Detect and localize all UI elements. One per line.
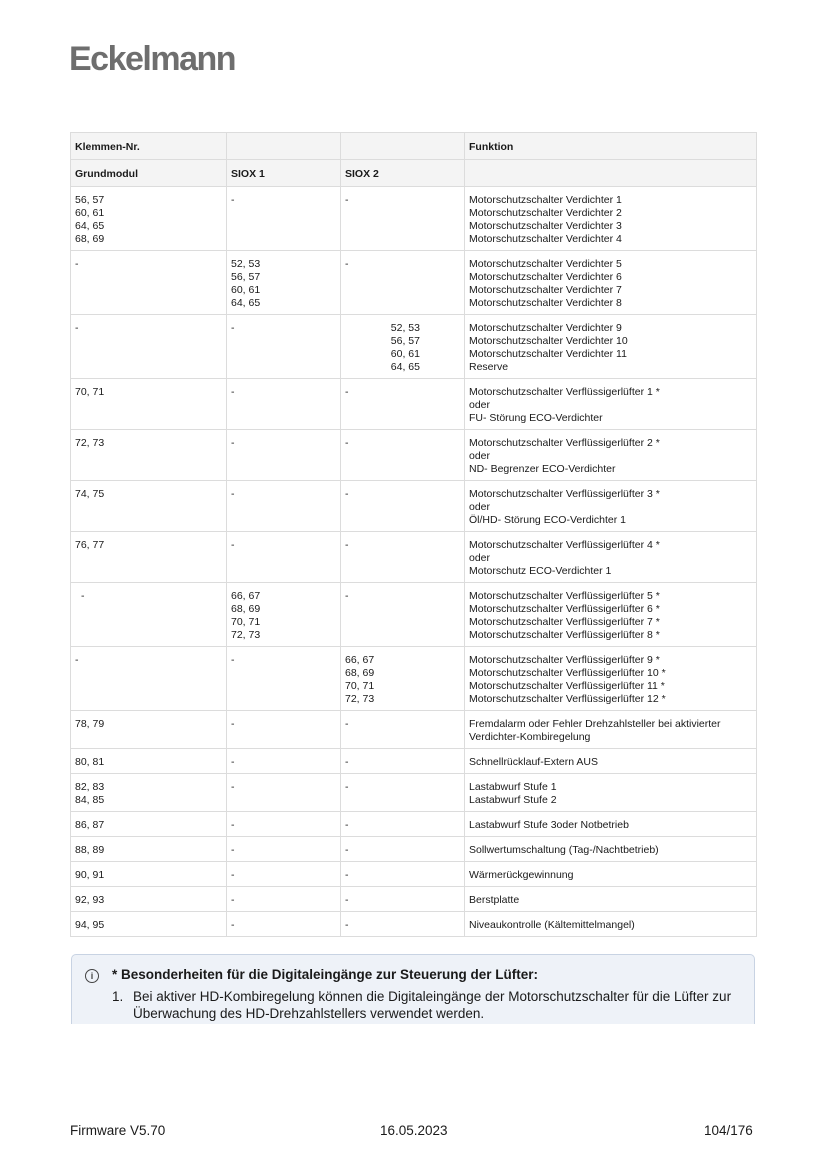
cell-line: - — [231, 819, 235, 831]
table-cell — [71, 430, 227, 481]
cell-line: 88, 89 — [75, 844, 105, 856]
cell-line: Motorschutzschalter Verdichter 1 — [469, 194, 622, 206]
cell-line: Motorschutzschalter Verflüssigerlüfter 11 * — [469, 680, 665, 692]
cell-line: Motorschutzschalter Verflüssigerlüfter 9 * — [469, 654, 660, 666]
table-cell — [227, 430, 341, 481]
table-cell — [227, 887, 341, 912]
table-row — [71, 837, 757, 862]
table-cell — [465, 481, 757, 532]
cell-line: Motorschutzschalter Verdichter 11 — [469, 348, 627, 360]
cell-line: - — [231, 654, 235, 666]
cell-line: 56, 57 — [231, 271, 261, 283]
company-logo: Eckelmann — [69, 40, 236, 78]
table-cell — [71, 887, 227, 912]
footer-date: 16.05.2023 — [380, 1123, 448, 1138]
table-cell — [227, 315, 341, 379]
cell-line: 94, 95 — [75, 919, 105, 931]
table-cell — [71, 711, 227, 749]
table-cell — [71, 647, 227, 711]
cell-line: 64, 65 — [390, 361, 420, 373]
cell-line: Berstplatte — [469, 894, 520, 906]
table-cell — [227, 647, 341, 711]
info-panel — [71, 954, 755, 1024]
cell-line: - — [231, 844, 235, 856]
table-cell — [465, 532, 757, 583]
table-cell — [227, 812, 341, 837]
cell-line: 90, 91 — [75, 869, 105, 881]
cell-line: - — [231, 756, 235, 768]
cell-line: 68, 69 — [345, 667, 375, 679]
terminal-table — [70, 132, 757, 937]
cell-line: Motorschutzschalter Verdichter 10 — [469, 335, 628, 347]
cell-line: Motorschutzschalter Verdichter 8 — [469, 297, 622, 309]
table-cell — [341, 887, 465, 912]
table-cell — [71, 379, 227, 430]
table-cell — [341, 837, 465, 862]
table-cell — [465, 379, 757, 430]
table-cell — [71, 532, 227, 583]
table-cell — [465, 583, 757, 647]
cell-line: 60, 61 — [75, 207, 105, 219]
table-cell — [227, 774, 341, 812]
cell-line: 66, 67 — [231, 590, 261, 602]
table-cell — [465, 749, 757, 774]
cell-line: Sollwertumschaltung (Tag-/Nachtbetrieb) — [469, 844, 659, 856]
table-cell — [71, 187, 227, 251]
table-cell — [71, 774, 227, 812]
cell-line: Lastabwurf Stufe 1 — [469, 781, 557, 793]
cell-line: - — [75, 258, 79, 270]
table-row — [71, 583, 757, 647]
table-cell — [465, 430, 757, 481]
cell-line: - — [231, 781, 235, 793]
table-cell — [341, 251, 465, 315]
table-cell — [465, 315, 757, 379]
table-cell — [227, 912, 341, 937]
cell-line: Fremdalarm oder Fehler Drehzahlsteller bei aktivierter — [469, 718, 721, 730]
cell-line: ND- Begrenzer ECO-Verdichter — [469, 463, 616, 475]
table-cell — [71, 812, 227, 837]
header-cell — [465, 160, 757, 187]
table-cell — [465, 837, 757, 862]
table-cell — [465, 711, 757, 749]
cell-line: Motorschutz ECO-Verdichter 1 — [469, 565, 612, 577]
table-cell — [71, 481, 227, 532]
header-cell — [227, 133, 341, 160]
cell-line: Motorschutzschalter Verflüssigerlüfter 6 * — [469, 603, 660, 615]
cell-line: 52, 53 — [390, 322, 420, 334]
cell-line: Motorschutzschalter Verflüssigerlüfter 8 * — [469, 629, 660, 641]
cell-line: - — [345, 194, 349, 206]
cell-line: 70, 71 — [345, 680, 375, 692]
table-row — [71, 912, 757, 937]
table-cell — [71, 912, 227, 937]
table-cell — [465, 187, 757, 251]
cell-line: Motorschutzschalter Verflüssigerlüfter 12 * — [469, 693, 666, 705]
cell-line: 68, 69 — [231, 603, 261, 615]
cell-line: - — [345, 819, 349, 831]
table-row — [71, 711, 757, 749]
cell-line: 60, 61 — [231, 284, 261, 296]
cell-line: Motorschutzschalter Verdichter 5 — [469, 258, 622, 270]
cell-line: - — [345, 488, 349, 500]
table-cell — [341, 812, 465, 837]
cell-line: 64, 65 — [231, 297, 261, 309]
header-cell: SIOX 2 — [341, 160, 465, 187]
cell-line: 92, 93 — [75, 894, 105, 906]
cell-line: Niveaukontrolle (Kältemittelmangel) — [469, 919, 635, 931]
cell-line: - — [231, 322, 235, 334]
cell-line: Wärmerückgewinnung — [469, 869, 574, 881]
table-row — [71, 749, 757, 774]
cell-line: - — [345, 756, 349, 768]
table-cell — [465, 647, 757, 711]
table-cell — [227, 711, 341, 749]
cell-line: - — [345, 386, 349, 398]
table-cell — [341, 379, 465, 430]
cell-line: Motorschutzschalter Verdichter 9 — [469, 322, 622, 334]
table-row — [71, 532, 757, 583]
info-item-number: 1. — [112, 989, 124, 1004]
table-row — [71, 430, 757, 481]
header-cell: Grundmodul — [71, 160, 227, 187]
table-cell — [227, 749, 341, 774]
cell-line: 80, 81 — [75, 756, 105, 768]
cell-line: oder — [469, 501, 491, 513]
cell-line: Verdichter-Kombiregelung — [469, 731, 591, 743]
cell-line: - — [345, 590, 349, 602]
cell-line: - — [231, 539, 235, 551]
cell-line: Motorschutzschalter Verdichter 2 — [469, 207, 622, 219]
cell-line: Motorschutzschalter Verdichter 6 — [469, 271, 622, 283]
cell-line: 68, 69 — [75, 233, 105, 245]
table-cell — [341, 749, 465, 774]
table-cell — [71, 749, 227, 774]
cell-line: 84, 85 — [75, 794, 105, 806]
cell-line: 86, 87 — [75, 819, 105, 831]
info-item-text: Bei aktiver HD-Kombiregelung können die Digitaleingänge der Motorschutzschalter für die Lüfter zur Überwachung des HD-Drehzahlstellers verwendet werden. — [133, 989, 732, 1021]
table-row — [71, 251, 757, 315]
table-cell — [227, 251, 341, 315]
cell-line: - — [231, 386, 235, 398]
cell-line: - — [345, 919, 349, 931]
cell-line: Motorschutzschalter Verflüssigerlüfter 1 * — [469, 386, 660, 398]
cell-line: 60, 61 — [390, 348, 420, 360]
table-row — [71, 887, 757, 912]
table-cell — [341, 532, 465, 583]
cell-line: Motorschutzschalter Verflüssigerlüfter 4 * — [469, 539, 660, 551]
cell-line: - — [345, 437, 349, 449]
cell-line: 70, 71 — [75, 386, 105, 398]
table-cell — [71, 583, 227, 647]
cell-line: FU- Störung ECO-Verdichter — [469, 412, 603, 424]
footer-firmware: Firmware V5.70 — [70, 1123, 166, 1138]
cell-line: Motorschutzschalter Verdichter 7 — [469, 284, 622, 296]
table-row — [71, 379, 757, 430]
table-cell — [227, 187, 341, 251]
cell-line: - — [81, 590, 85, 602]
cell-line: - — [231, 718, 235, 730]
table-cell — [465, 251, 757, 315]
cell-line: - — [231, 194, 235, 206]
cell-line: 56, 57 — [390, 335, 420, 347]
cell-line: - — [75, 654, 79, 666]
table-cell — [465, 912, 757, 937]
table-cell — [227, 532, 341, 583]
table-header-row — [71, 160, 757, 187]
cell-line: 72, 73 — [231, 629, 261, 641]
cell-line: Lastabwurf Stufe 3oder Notbetrieb — [469, 819, 629, 831]
table-cell — [341, 481, 465, 532]
cell-line: - — [345, 869, 349, 881]
cell-line: Motorschutzschalter Verflüssigerlüfter 7 * — [469, 616, 660, 628]
table-row — [71, 481, 757, 532]
cell-line: - — [345, 539, 349, 551]
cell-line: Öl/HD- Störung ECO-Verdichter 1 — [469, 514, 626, 526]
table-cell — [341, 187, 465, 251]
table-cell — [227, 583, 341, 647]
footer-page-number: 104/176 — [704, 1123, 753, 1138]
cell-line: 78, 79 — [75, 718, 105, 730]
cell-line: 64, 65 — [75, 220, 105, 232]
cell-line: oder — [469, 552, 491, 564]
table-cell — [341, 711, 465, 749]
table-cell — [341, 647, 465, 711]
table-cell — [465, 887, 757, 912]
cell-line: 74, 75 — [75, 488, 105, 500]
cell-line: 72, 73 — [75, 437, 105, 449]
cell-line: Motorschutzschalter Verflüssigerlüfter 5 * — [469, 590, 660, 602]
cell-line: 56, 57 — [75, 194, 105, 206]
cell-line: oder — [469, 399, 491, 411]
cell-line: Reserve — [469, 361, 509, 373]
header-cell: SIOX 1 — [227, 160, 341, 187]
table-row — [71, 812, 757, 837]
info-title: * Besonderheiten für die Digitaleingänge zur Steuerung der Lüfter: — [112, 967, 539, 982]
cell-line: 82, 83 — [75, 781, 105, 793]
table-row — [71, 187, 757, 251]
cell-line: 72, 73 — [345, 693, 375, 705]
table-cell — [341, 774, 465, 812]
cell-line: - — [75, 322, 79, 334]
table-header-row — [71, 133, 757, 160]
table-cell — [71, 837, 227, 862]
cell-line: 70, 71 — [231, 616, 261, 628]
cell-line: oder — [469, 450, 491, 462]
table-cell — [341, 583, 465, 647]
cell-line: Schnellrücklauf-Extern AUS — [469, 756, 598, 768]
cell-line: 76, 77 — [75, 539, 105, 551]
table-cell — [465, 862, 757, 887]
table-cell — [341, 912, 465, 937]
table-row — [71, 647, 757, 711]
table-cell — [465, 774, 757, 812]
table-cell — [341, 430, 465, 481]
cell-line: Lastabwurf Stufe 2 — [469, 794, 557, 806]
cell-line: Motorschutzschalter Verflüssigerlüfter 2 * — [469, 437, 660, 449]
cell-line: - — [231, 869, 235, 881]
cell-line: Motorschutzschalter Verdichter 3 — [469, 220, 622, 232]
cell-line: - — [345, 258, 349, 270]
table-row — [71, 774, 757, 812]
header-cell — [341, 133, 465, 160]
header-cell: Klemmen-Nr. — [71, 133, 227, 160]
table-cell — [71, 862, 227, 887]
table-cell — [227, 837, 341, 862]
cell-line: Motorschutzschalter Verflüssigerlüfter 3 * — [469, 488, 660, 500]
cell-line: - — [345, 894, 349, 906]
table-cell — [71, 251, 227, 315]
cell-line: - — [345, 781, 349, 793]
cell-line: 66, 67 — [345, 654, 375, 666]
cell-line: Motorschutzschalter Verflüssigerlüfter 10 * — [469, 667, 666, 679]
cell-line: - — [231, 437, 235, 449]
table-row — [71, 862, 757, 887]
cell-line: Motorschutzschalter Verdichter 4 — [469, 233, 622, 245]
table-row — [71, 315, 757, 379]
table-cell — [341, 862, 465, 887]
cell-line: - — [345, 718, 349, 730]
cell-line: - — [231, 919, 235, 931]
table-cell — [227, 481, 341, 532]
table-cell — [227, 379, 341, 430]
table-cell — [465, 812, 757, 837]
info-icon: i — [85, 969, 99, 983]
cell-line: - — [231, 894, 235, 906]
cell-line: - — [231, 488, 235, 500]
cell-line: - — [345, 844, 349, 856]
table-cell — [227, 862, 341, 887]
cell-line: 52, 53 — [231, 258, 261, 270]
header-cell: Funktion — [465, 133, 757, 160]
table-cell — [71, 315, 227, 379]
table-cell — [341, 315, 465, 379]
